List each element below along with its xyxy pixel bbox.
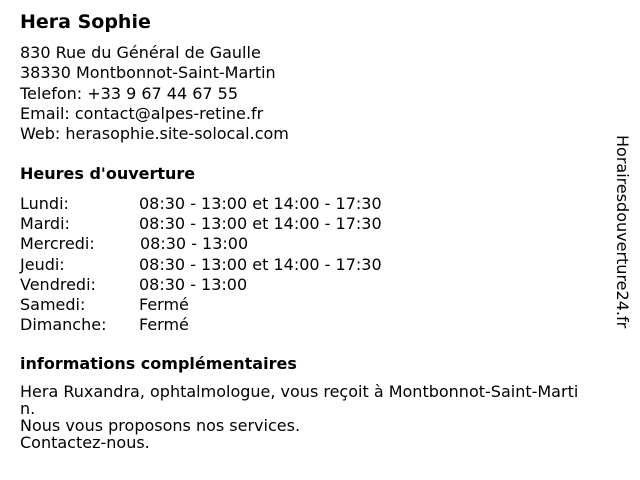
hours-day: Vendredi: [20, 274, 96, 294]
hours-time: Fermé [139, 315, 189, 335]
additional-info-text [20, 383, 630, 451]
info-line-3: Contactez-nous. [20, 433, 150, 452]
hours-time: 08:30 - 13:00 [140, 234, 249, 254]
hours-day: Mardi: [20, 214, 70, 234]
contact-block [20, 43, 289, 144]
hours-day: Mercredi: [20, 234, 95, 254]
info-line-2: Nous vous proposons nos services. [20, 416, 301, 435]
hours-day: Jeudi: [20, 254, 65, 274]
additional-info-heading: informations complémentaires [20, 354, 297, 373]
hours-time: 08:30 - 13:00 et 14:00 - 17:30 [139, 214, 382, 234]
address-street: 830 Rue du Général de Gaulle [20, 43, 261, 62]
hours-day: Lundi: [20, 194, 69, 213]
business-name: Hera Sophie [20, 11, 151, 33]
web-text: Web: herasophie.site-solocal.com [20, 124, 289, 144]
email-text: Email: contact@alpes-retine.fr [20, 103, 264, 123]
hours-time: 08:30 - 13:00 [139, 274, 248, 294]
hours-day: Dimanche: [20, 315, 107, 335]
hours-time: Fermé [139, 294, 189, 314]
info-line-1: Hera Ruxandra, ophtalmologue, vous reçoit à Montbonnot-Saint-Marti [20, 382, 579, 401]
hours-time: 08:30 - 13:00 et 14:00 - 17:30 [139, 194, 382, 213]
info-line-1-wrap: n. [20, 399, 36, 418]
address-city: 38330 Montbonnot-Saint-Martin [20, 63, 276, 83]
hours-time: 08:30 - 13:00 et 14:00 - 17:30 [139, 254, 382, 274]
phone-text: Telefon: +33 9 67 44 67 55 [20, 83, 239, 103]
hours-day: Samedi: [20, 294, 86, 314]
opening-hours-heading: Heures d'ouverture [20, 164, 196, 183]
site-brand-vertical: Horairesdouverture24.fr [613, 135, 632, 329]
